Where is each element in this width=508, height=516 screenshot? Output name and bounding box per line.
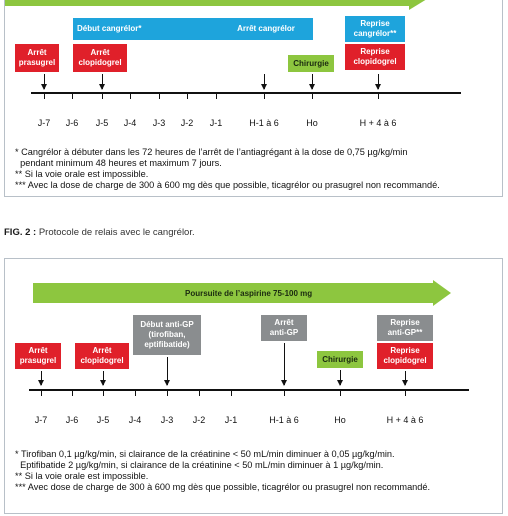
- chirurgie-box: Chirurgie: [288, 55, 334, 72]
- tick: [187, 92, 188, 99]
- aspirin-arrow-label: Poursuite de l’aspirine 75-100 mg: [185, 289, 313, 298]
- timeline-label: Ho: [334, 415, 346, 425]
- chirurgie-box: Chirurgie: [317, 351, 363, 368]
- tick: [103, 389, 104, 396]
- arrow-debut-antigp: [167, 357, 168, 385]
- arrow-arret-clopidogrel: [103, 371, 104, 385]
- notes-2: [15, 449, 430, 493]
- reprise-clopidogrel-box: Reprise clopidogrel: [377, 343, 433, 369]
- arret-cangrelor-label: Arrêt cangrélor: [237, 24, 295, 33]
- arrow-arret-prasugrel: [41, 371, 42, 385]
- timeline-label: J-4: [123, 118, 137, 128]
- timeline-label: J-1: [224, 415, 238, 425]
- timeline-1: [31, 92, 461, 94]
- arrow-chirurgie: [340, 370, 341, 385]
- timeline-label: J-1: [209, 118, 223, 128]
- timeline-label: J-6: [65, 415, 79, 425]
- arret-clopidogrel-box: Arrêt clopidogrel: [75, 343, 129, 369]
- note-line: ** Si la voie orale est impossible.: [15, 471, 149, 481]
- timeline-label: H + 4 à 6: [359, 118, 397, 128]
- reprise-clopidogrel-box: Reprise clopidogrel: [345, 44, 405, 70]
- timeline-label: H + 4 à 6: [386, 415, 424, 425]
- timeline-label: J-4: [128, 415, 142, 425]
- timeline-label: J-7: [34, 415, 48, 425]
- tick: [44, 92, 45, 99]
- timeline-label: J-6: [65, 118, 79, 128]
- arret-clopidogrel-box: Arrêt clopidogrel: [73, 44, 127, 72]
- arret-prasugrel-box: Arrêt prasugrel: [15, 44, 59, 72]
- notes-1: [15, 147, 440, 191]
- arrow-arret-cangrelor: [264, 74, 265, 89]
- timeline-label: Ho: [306, 118, 318, 128]
- timeline-label: J-7: [37, 118, 51, 128]
- note-line: *** Avec dose de charge de 300 à 600 mg dès que possible, ticagrélor ou prasugrel non recommandé.: [15, 482, 431, 492]
- tick: [72, 389, 73, 396]
- arrow-arret-antigp: [284, 343, 285, 385]
- debut-antigp-box: Début anti-GP (tirofiban, eptifibatide): [133, 315, 201, 355]
- timeline-label: J-2: [192, 415, 206, 425]
- reprise-antigp-box: Reprise anti-GP**: [377, 315, 433, 341]
- note-line: * Cangrélor à débuter dans les 72 heures de l’arrêt de l’antiagrégant à la dose de 0,75 µg/kg/min: [15, 147, 408, 157]
- tick: [216, 92, 217, 99]
- arrow-reprise: [378, 74, 379, 89]
- timeline-label: J-3: [152, 118, 166, 128]
- tick: [199, 389, 200, 396]
- note-line: *** Avec la dose de charge de 300 à 600 mg dès que possible, ticagrélor ou prasugrel non recommandé.: [15, 180, 440, 190]
- figure-caption: [4, 227, 195, 238]
- tick: [41, 389, 42, 396]
- tick: [130, 92, 131, 99]
- caption-label: FIG. 2 :: [4, 227, 37, 238]
- arrow-chirurgie: [312, 74, 313, 89]
- arrow-reprise: [405, 371, 406, 385]
- timeline-label: H-1 à 6: [269, 415, 299, 425]
- figure-panel-1: [4, 0, 503, 197]
- note-line: * Tirofiban 0,1 µg/kg/min, si clairance de la créatinine < 50 mL/min diminuer à 0,05 µg/kg/min.: [15, 449, 395, 459]
- timeline-label: J-5: [95, 118, 109, 128]
- tick: [264, 92, 265, 99]
- tick: [72, 92, 73, 99]
- caption-text: Protocole de relais avec le cangrélor.: [36, 227, 195, 238]
- aspirin-arrow-head: [433, 280, 451, 306]
- tick: [135, 389, 136, 396]
- aspirin-arrow-bar-top: [5, 0, 409, 6]
- timeline-label: H-1 à 6: [249, 118, 279, 128]
- reprise-cangrelor-box: Reprise cangrélor**: [345, 16, 405, 42]
- tick: [102, 92, 103, 99]
- tick: [405, 389, 406, 396]
- tick: [284, 389, 285, 396]
- tick: [340, 389, 341, 396]
- tick: [159, 92, 160, 99]
- tick: [231, 389, 232, 396]
- note-line: ** Si la voie orale est impossible.: [15, 169, 149, 179]
- timeline-label: J-3: [160, 415, 174, 425]
- tick: [167, 389, 168, 396]
- timeline-2: [29, 389, 469, 391]
- figure-panel-2: [4, 258, 503, 514]
- aspirin-arrow-head-top: [409, 0, 427, 10]
- tick: [378, 92, 379, 99]
- arrow-arret-clopidogrel: [102, 74, 103, 89]
- timeline-label: J-2: [180, 118, 194, 128]
- tick: [312, 92, 313, 99]
- note-line: pendant minimum 48 heures et maximum 7 jours.: [15, 158, 222, 168]
- timeline-label: J-5: [96, 415, 110, 425]
- debut-cangrelor-label: Début cangrélor*: [77, 24, 142, 33]
- arret-antigp-box: Arrêt anti-GP: [261, 315, 307, 341]
- note-line: Eptifibatide 2 µg/kg/min, si clairance de la créatinine < 50 mL/min diminuer à 1 µg/kg/min.: [15, 460, 384, 470]
- arrow-arret-prasugrel: [44, 74, 45, 89]
- arret-prasugrel-box: Arrêt prasugrel: [15, 343, 61, 369]
